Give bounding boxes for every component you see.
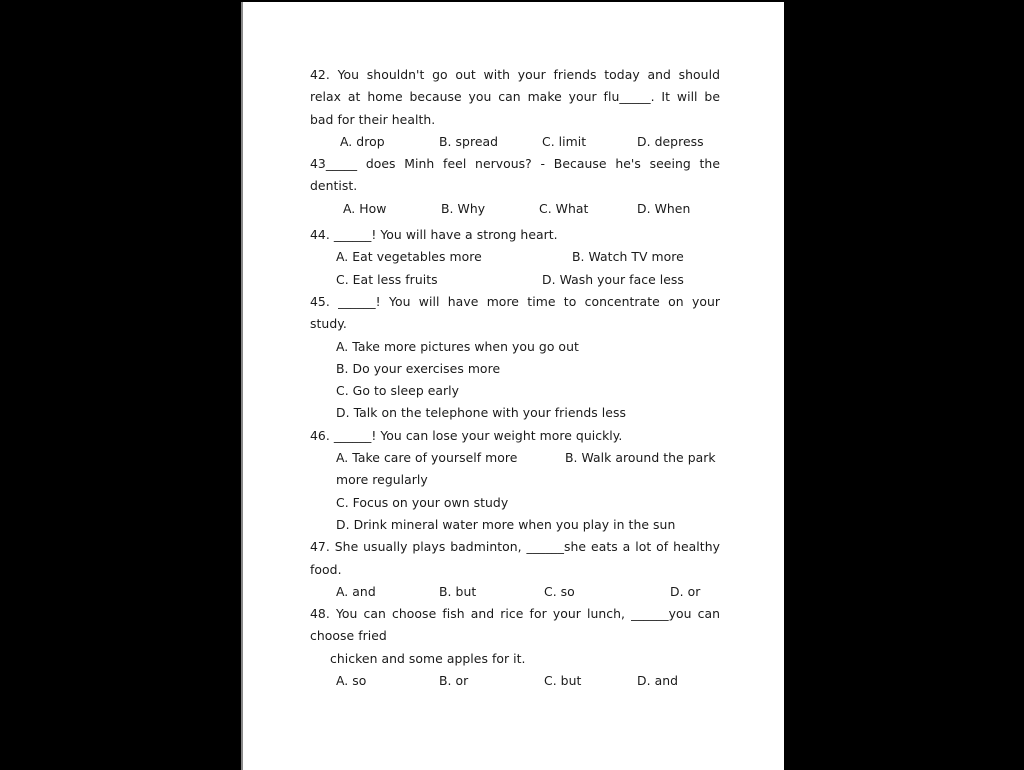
question-47-option-d: D. or	[670, 583, 701, 599]
question-46-options-row-1	[310, 447, 720, 469]
question-46-option-a: A. Take care of yourself more	[336, 450, 518, 466]
question-48-line-3: chicken and some apples for it.	[330, 650, 526, 666]
question-42-options	[310, 131, 720, 153]
question-44-line-1: 44. ______! You will have a strong heart.	[310, 227, 558, 243]
question-44-options-row-1	[310, 246, 720, 268]
question-45-option-c: C. Go to sleep early	[336, 383, 460, 399]
question-46-option-c: C. Focus on your own study	[336, 494, 509, 510]
question-48-option-a: A. so	[336, 673, 367, 689]
question-44-options-row-2	[310, 269, 720, 291]
question-48-line-2: choose fried	[310, 628, 387, 644]
question-48-option-b: B. or	[439, 673, 469, 689]
question-46-option-b-continued: more regularly	[336, 472, 428, 488]
question-42-option-a: A. drop	[340, 133, 385, 149]
question-45-option-d: D. Talk on the telephone with your friends less	[336, 405, 626, 421]
question-48-option-c: C. but	[544, 673, 582, 689]
question-44-option-c: C. Eat less fruits	[336, 271, 438, 287]
question-42-line-1: 42. You shouldn't go out with your friends today and should	[310, 67, 720, 82]
question-44-option-a: A. Eat vegetables more	[336, 249, 482, 265]
quiz-content	[310, 64, 720, 692]
question-42-line-3: bad for their health.	[310, 111, 436, 127]
question-43-option-b: B. Why	[441, 200, 486, 216]
question-43-line-1: 43_____ does Minh feel nervous? - Because he's seeing the	[310, 156, 720, 172]
question-45-line-2: study.	[310, 316, 347, 332]
question-46-line-1: 46. ______! You can lose your weight more quickly.	[310, 427, 623, 443]
question-42-line-2: relax at home because you can make your flu_____. It will be	[310, 89, 720, 105]
question-47-options	[310, 581, 720, 603]
question-43-option-a: A. How	[343, 200, 387, 216]
question-44-option-b: B. Watch TV more	[572, 249, 684, 265]
question-45-option-a: A. Take more pictures when you go out	[336, 338, 579, 354]
question-43-line-2: dentist.	[310, 178, 358, 194]
question-47-option-a: A. and	[336, 583, 376, 599]
question-48-options	[310, 670, 720, 692]
question-42-option-d: D. depress	[637, 133, 704, 149]
question-42-option-c: C. limit	[542, 133, 587, 149]
question-44-option-d: D. Wash your face less	[542, 271, 684, 287]
question-47-line-1: 47. She usually plays badminton, ______she eats a lot of healthy	[310, 539, 720, 555]
question-43-options	[310, 198, 720, 220]
question-48-option-d: D. and	[637, 673, 679, 689]
document-page	[241, 2, 784, 770]
question-43-option-d: D. When	[637, 200, 691, 216]
question-47-option-c: C. so	[544, 583, 575, 599]
question-43-option-c: C. What	[539, 200, 589, 216]
question-47-line-2: food.	[310, 561, 342, 577]
question-48-line-1: 48. You can choose fish and rice for your lunch, ______you can	[310, 606, 720, 622]
question-45-option-b: B. Do your exercises more	[336, 360, 501, 376]
question-47-option-b: B. but	[439, 583, 477, 599]
question-42-option-b: B. spread	[439, 133, 499, 149]
question-46-option-b: B. Walk around the park	[565, 450, 716, 466]
question-45-line-1: 45. ______! You will have more time to concentrate on your	[310, 293, 720, 309]
question-46-option-d: D. Drink mineral water more when you play in the sun	[336, 516, 676, 532]
